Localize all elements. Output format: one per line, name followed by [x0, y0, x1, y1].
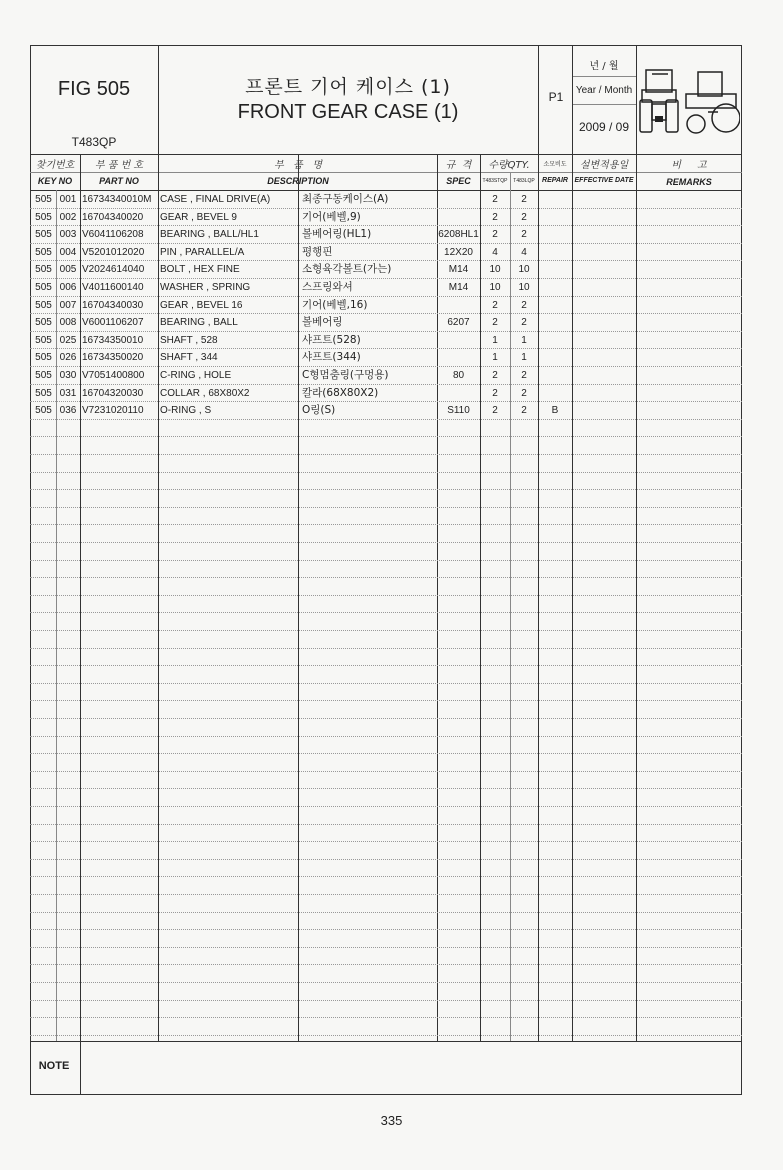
row-qty-a: 10 — [489, 264, 501, 275]
row-spec: 6208HL1 — [438, 229, 479, 240]
row-part-no: 16704340030 — [82, 300, 144, 311]
title-english: FRONT GEAR CASE (1) — [237, 101, 459, 123]
row-description-en: BEARING , BALL/HL1 — [160, 229, 259, 240]
row-description-kr: 볼베어링(HL1) — [302, 228, 372, 240]
col-qty-b: T483LQP — [513, 178, 535, 184]
row-fig: 505 — [35, 335, 52, 346]
row-qty-a: 2 — [492, 194, 498, 205]
col-desc-kr: 부 품 명 — [273, 160, 323, 171]
row-description-en: GEAR , BEVEL 16 — [160, 300, 243, 311]
row-key-no: 004 — [59, 247, 77, 258]
title-korean: 프론트 기어 케이스 (1) — [245, 76, 451, 98]
row-qty-a: 1 — [492, 352, 498, 363]
row-key-no: 036 — [59, 405, 77, 416]
row-qty-a: 10 — [489, 282, 501, 293]
year-month-value: 2009 / 09 — [578, 120, 630, 134]
row-repair — [538, 332, 572, 349]
row-spec — [437, 297, 480, 314]
row-fig: 505 — [35, 282, 52, 293]
row-description-en: CASE , FINAL DRIVE(A) — [160, 194, 271, 205]
row-qty-b: 1 — [521, 335, 527, 346]
col-spec-kr: 규 격 — [445, 160, 472, 171]
row-description-en: PIN , PARALLEL/A — [160, 247, 245, 258]
row-repair — [538, 385, 572, 402]
row-qty-b: 1 — [521, 352, 527, 363]
row-description-kr: 기어(베벨,9) — [302, 211, 361, 223]
row-qty-a: 2 — [492, 212, 498, 223]
row-repair — [538, 209, 572, 226]
col-key-kr: 찾기번호 — [35, 160, 75, 171]
row-qty-b: 2 — [521, 212, 527, 223]
row-fig: 505 — [35, 194, 52, 205]
row-part-no: 16734350020 — [82, 352, 144, 363]
row-part-no: V6041106208 — [82, 229, 144, 240]
row-key-no: 001 — [59, 194, 77, 205]
row-part-no: V6001106207 — [82, 317, 144, 328]
row-qty-a: 2 — [492, 405, 498, 416]
row-repair — [538, 367, 572, 384]
row-qty-b: 2 — [521, 370, 527, 381]
row-qty-a: 2 — [492, 388, 498, 399]
col-spec-en: SPEC — [446, 176, 471, 186]
col-effective-kr: 설변적용일 — [579, 160, 629, 171]
row-fig: 505 — [35, 212, 52, 223]
row-repair — [538, 349, 572, 366]
row-qty-b: 10 — [518, 264, 530, 275]
row-fig: 505 — [35, 264, 52, 275]
row-spec: 12X20 — [444, 247, 473, 258]
tractor-icon — [638, 60, 740, 140]
col-qty-kr: 수량QTY. — [488, 160, 530, 171]
row-spec — [437, 191, 480, 208]
row-spec — [437, 332, 480, 349]
row-key-no: 007 — [59, 300, 77, 311]
row-repair — [538, 279, 572, 296]
model-code: T483QP — [71, 135, 117, 149]
col-repair-kr: 소모비도 — [543, 162, 567, 168]
row-description-kr: 샤프트(528) — [302, 334, 361, 346]
row-description-en: GEAR , BEVEL 9 — [160, 212, 237, 223]
row-description-en: COLLAR , 68X80X2 — [160, 388, 250, 399]
row-spec — [437, 349, 480, 366]
row-key-no: 025 — [59, 335, 77, 346]
row-part-no: V2024614040 — [82, 264, 145, 275]
row-key-no: 005 — [59, 264, 77, 275]
row-repair — [538, 226, 572, 243]
row-qty-a: 4 — [492, 247, 498, 258]
row-description-en: SHAFT , 528 — [160, 335, 218, 346]
row-description-en: C-RING , HOLE — [160, 370, 232, 381]
row-part-no: 16704320030 — [82, 388, 144, 399]
row-description-kr: C형멈춤링(구멍용) — [302, 369, 389, 381]
col-qty-a: T483STQP — [482, 178, 508, 184]
row-repair — [538, 314, 572, 331]
page-label: P1 — [548, 90, 564, 104]
col-remarks-en: REMARKS — [666, 177, 712, 187]
row-spec — [437, 209, 480, 226]
row-repair — [538, 244, 572, 261]
row-repair: B — [551, 405, 559, 416]
row-repair — [538, 261, 572, 278]
row-description-kr: 평행핀 — [302, 246, 333, 258]
row-fig: 505 — [35, 247, 52, 258]
row-fig: 505 — [35, 300, 52, 311]
row-qty-a: 2 — [492, 317, 498, 328]
row-spec — [437, 385, 480, 402]
row-part-no: V4011600140 — [82, 282, 144, 293]
row-key-no: 031 — [59, 388, 77, 399]
row-qty-a: 1 — [492, 335, 498, 346]
figure-number: FIG 505 — [57, 78, 131, 100]
row-part-no: 16734350010 — [82, 335, 144, 346]
row-description-en: BOLT , HEX FINE — [160, 264, 240, 275]
col-remarks-kr: 비 고 — [671, 160, 707, 171]
row-qty-b: 2 — [521, 405, 527, 416]
row-qty-a: 2 — [492, 300, 498, 311]
row-key-no: 026 — [59, 352, 77, 363]
year-month-english: Year / Month — [575, 85, 633, 96]
row-qty-a: 2 — [492, 370, 498, 381]
row-description-kr: 샤프트(344) — [302, 351, 361, 363]
col-part-kr: 부 품 번 호 — [94, 160, 144, 171]
row-spec: 6207 — [447, 317, 470, 328]
row-key-no: 003 — [59, 229, 77, 240]
row-part-no: 16734340010M — [82, 194, 152, 205]
row-key-no: 008 — [59, 317, 77, 328]
row-spec: S110 — [447, 405, 470, 416]
row-spec: M14 — [448, 282, 469, 293]
row-qty-b: 2 — [521, 317, 527, 328]
row-qty-b: 2 — [521, 229, 527, 240]
row-fig: 505 — [35, 317, 52, 328]
col-repair-en: REPAIR — [542, 177, 568, 184]
note-label: NOTE — [38, 1060, 70, 1072]
row-spec: M14 — [448, 264, 469, 275]
row-fig: 505 — [35, 405, 52, 416]
row-spec: 80 — [452, 370, 465, 381]
col-effective-en: EFFECTIVE DATE — [574, 177, 634, 184]
row-qty-b: 2 — [521, 300, 527, 311]
col-desc-en: DESCRIPTION — [267, 176, 329, 186]
row-fig: 505 — [35, 229, 52, 240]
row-description-en: WASHER , SPRING — [160, 282, 251, 293]
year-month-korean: 년 / 월 — [589, 61, 619, 72]
row-description-kr: 최종구동케이스(A) — [302, 193, 389, 205]
row-qty-a: 2 — [492, 229, 498, 240]
row-fig: 505 — [35, 352, 52, 363]
col-key-en: KEY NO — [37, 176, 73, 186]
col-part-en: PART NO — [99, 176, 139, 186]
row-fig: 505 — [35, 370, 52, 381]
row-key-no: 030 — [59, 370, 77, 381]
row-repair — [538, 191, 572, 208]
page-number: 335 — [380, 1113, 403, 1128]
row-qty-b: 2 — [521, 194, 527, 205]
row-qty-b: 2 — [521, 388, 527, 399]
row-key-no: 006 — [59, 282, 77, 293]
row-description-kr: 스프링와셔 — [302, 281, 353, 293]
row-description-kr: 칼라(68X80X2) — [302, 387, 379, 399]
row-part-no: V7051400800 — [82, 370, 145, 381]
row-description-kr: 기어(베벨,16) — [302, 299, 368, 311]
row-qty-b: 10 — [518, 282, 530, 293]
row-part-no: 16704340020 — [82, 212, 144, 223]
row-fig: 505 — [35, 388, 52, 399]
row-qty-b: 4 — [521, 247, 527, 258]
row-part-no: V7231020110 — [82, 405, 144, 416]
row-description-kr: 볼베어링 — [302, 316, 343, 328]
row-key-no: 002 — [59, 212, 77, 223]
row-description-kr: O링(S) — [302, 404, 336, 416]
row-description-en: BEARING , BALL — [160, 317, 238, 328]
row-description-kr: 소형육각볼트(가는) — [302, 263, 392, 275]
row-description-en: SHAFT , 344 — [160, 352, 218, 363]
row-part-no: V5201012020 — [82, 247, 145, 258]
row-description-en: O-RING , S — [160, 405, 212, 416]
row-repair — [538, 297, 572, 314]
